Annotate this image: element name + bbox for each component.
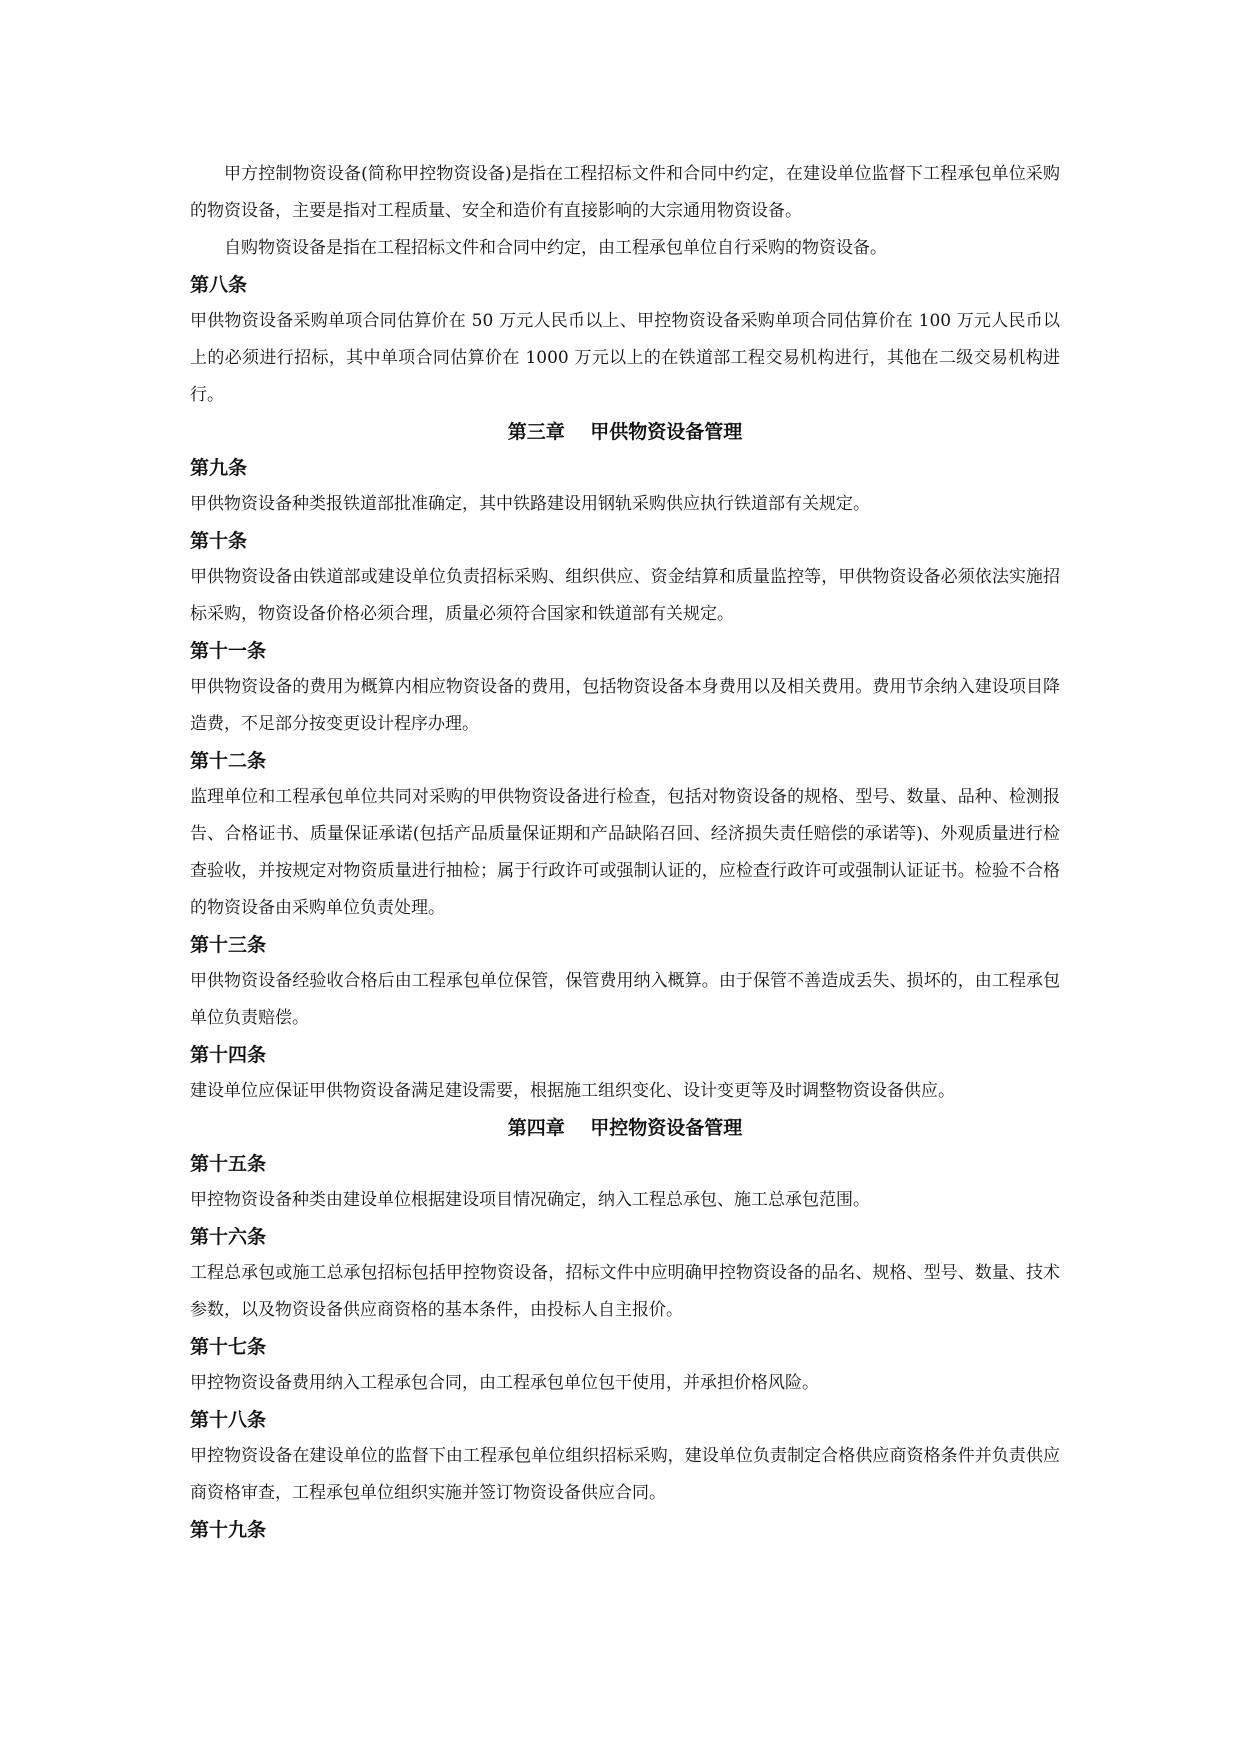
article-13-body: 甲供物资设备经验收合格后由工程承包单位保管，保管费用纳入概算。由于保管不善造成丢失、损坏的，由工程承包单位负责赔偿。 bbox=[190, 971, 1060, 1028]
article-8-heading: 第八条 bbox=[190, 274, 248, 296]
article-10-heading: 第十条 bbox=[190, 530, 248, 552]
article-18-body: 甲控物资设备在建设单位的监督下由工程承包单位组织招标采购，建设单位负责制定合格供应商资格条件并负责供应商资格审查，工程承包单位组织实施并签订物资设备供应合同。 bbox=[190, 1446, 1060, 1503]
article-17-heading: 第十七条 bbox=[190, 1336, 267, 1358]
article-17-body: 甲控物资设备费用纳入工程承包合同，由工程承包单位包干使用，并承担价格风险。 bbox=[190, 1373, 819, 1393]
article-19-heading: 第十九条 bbox=[190, 1519, 267, 1541]
article-12-heading: 第十二条 bbox=[190, 750, 267, 772]
article-15-heading: 第十五条 bbox=[190, 1153, 267, 1175]
document-page bbox=[190, 156, 1060, 1548]
article-12-body: 监理单位和工程承包单位共同对采购的甲供物资设备进行检查，包括对物资设备的规格、型号、数量、品种、检测报告、合格证书、质量保证承诺(包括产品质量保证期和产品缺陷召回、经济损失责任赔偿的承诺等)、外观质量进行检查验收，并按规定对物资质量进行抽检；属于行政许可或强制认证的，应检查行政许可或强制认证证书。检验不合格的物资设备由采购单位负责处理。 bbox=[190, 787, 1060, 918]
article-8-body: 甲供物资设备采购单项合同估算价在 50 万元人民币以上、甲控物资设备采购单项合同估算价在 100 万元人民币以上的必须进行招标，其中单项合同估算价在 1000 万元以上的在铁道部工程交易机构进行，其他在二级交易机构进行。 bbox=[190, 311, 1060, 405]
article-9-heading: 第九条 bbox=[190, 457, 248, 479]
paragraph-jiakong-definition: 甲方控制物资设备(简称甲控物资设备)是指在工程招标文件和合同中约定，在建设单位监督下工程承包单位采购的物资设备，主要是指对工程质量、安全和造价有直接影响的大宗通用物资设备。 bbox=[190, 164, 1060, 221]
article-16-body: 工程总承包或施工总承包招标包括甲控物资设备，招标文件中应明确甲控物资设备的品名、规格、型号、数量、技术参数，以及物资设备供应商资格的基本条件，由投标人自主报价。 bbox=[190, 1263, 1060, 1320]
article-10-body: 甲供物资设备由铁道部或建设单位负责招标采购、组织供应、资金结算和质量监控等，甲供物资设备必须依法实施招标采购，物资设备价格必须合理，质量必须符合国家和铁道部有关规定。 bbox=[190, 567, 1060, 624]
article-18-heading: 第十八条 bbox=[190, 1409, 267, 1431]
article-14-heading: 第十四条 bbox=[190, 1044, 267, 1066]
article-14-body: 建设单位应保证甲供物资设备满足建设需要，根据施工组织变化、设计变更等及时调整物资设备供应。 bbox=[190, 1081, 955, 1101]
article-9-body: 甲供物资设备种类报铁道部批准确定，其中铁路建设用钢轨采购供应执行铁道部有关规定。 bbox=[190, 494, 870, 514]
article-11-heading: 第十一条 bbox=[190, 640, 267, 662]
chapter-4-title: 第四章 甲控物资设备管理 bbox=[507, 1117, 743, 1139]
article-13-heading: 第十三条 bbox=[190, 934, 267, 956]
article-11-body: 甲供物资设备的费用为概算内相应物资设备的费用，包括物资设备本身费用以及相关费用。费用节余纳入建设项目降造费，不足部分按变更设计程序办理。 bbox=[190, 677, 1060, 734]
article-16-heading: 第十六条 bbox=[190, 1226, 267, 1248]
paragraph-zigou-definition: 自购物资设备是指在工程招标文件和合同中约定，由工程承包单位自行采购的物资设备。 bbox=[224, 238, 887, 258]
article-15-body: 甲控物资设备种类由建设单位根据建设项目情况确定，纳入工程总承包、施工总承包范围。 bbox=[190, 1190, 870, 1210]
chapter-3-title: 第三章 甲供物资设备管理 bbox=[507, 421, 743, 443]
